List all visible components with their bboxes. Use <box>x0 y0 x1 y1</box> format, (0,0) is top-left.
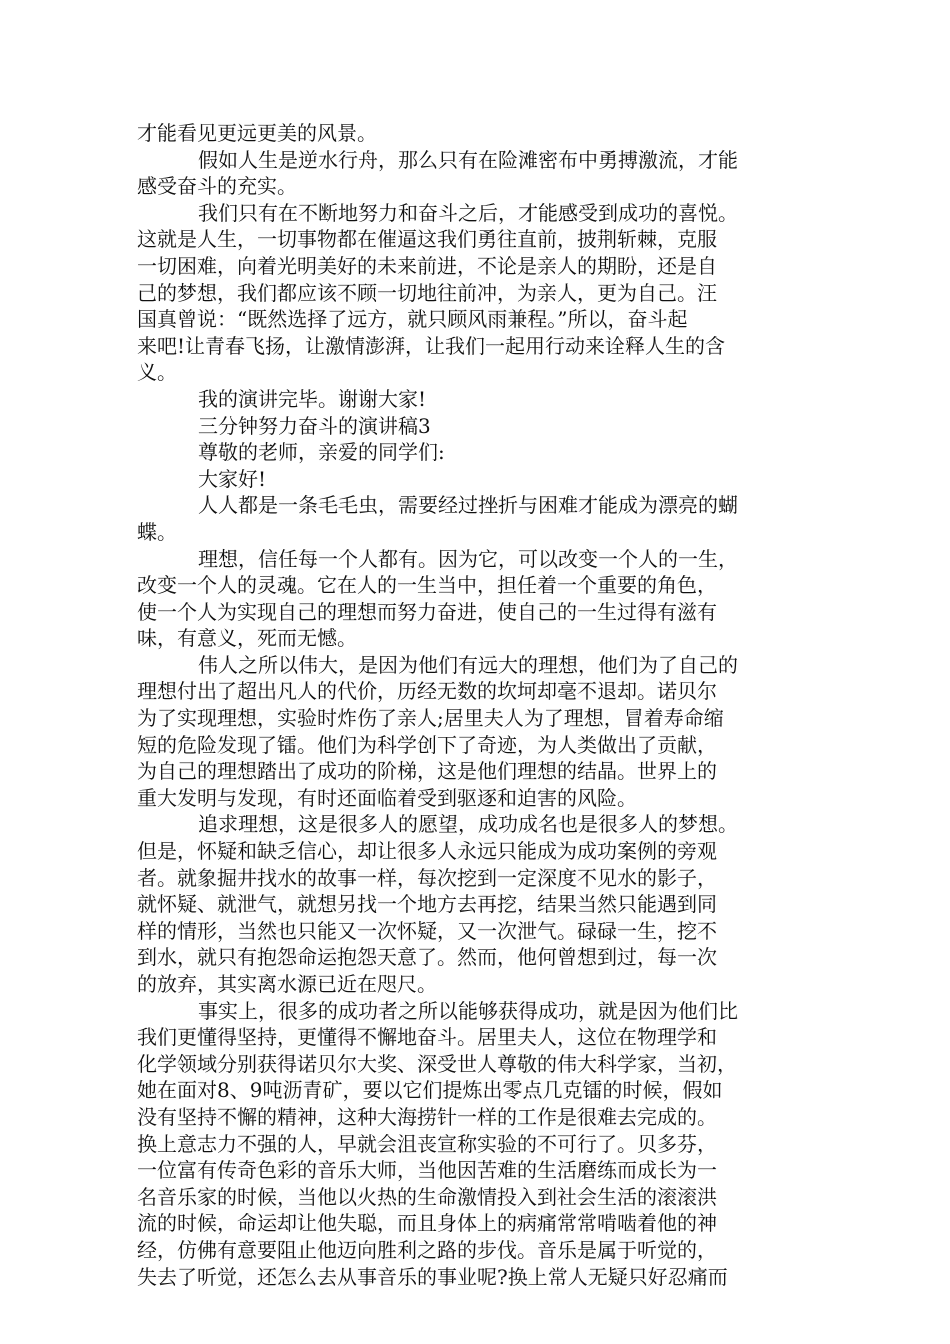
text-line: 国真曾说：“既然选择了远方，就只顾风雨兼程。”所以，奋斗起 <box>137 307 688 332</box>
text-line: 伟人之所以伟大，是因为他们有远大的理想，他们为了自己的 <box>198 652 738 677</box>
text-line: 经，仿佛有意要阻止他迈向胜利之路的步伐。音乐是属于听觉的， <box>137 1237 717 1262</box>
text-line: 者。就象掘井找水的故事一样，每次挖到一定深度不见水的影子， <box>137 865 717 890</box>
text-line: 她在面对8、9吨沥青矿，要以它们提炼出零点几克镭的时候，假如 <box>137 1078 723 1103</box>
text-line: 理想，信任每一个人都有。因为它，可以改变一个人的一生， <box>198 546 738 571</box>
text-line: 人人都是一条毛毛虫，需要经过挫折与困难才能成为漂亮的蝴 <box>198 493 738 518</box>
text-line: 失去了听觉，还怎么去从事音乐的事业呢?换上常人无疑只好忍痛而 <box>137 1264 728 1289</box>
text-line: 三分钟努力奋斗的演讲稿3 <box>198 413 431 438</box>
text-line: 化学领域分别获得诺贝尔大奖、深受世人尊敬的伟大科学家，当初， <box>137 1051 737 1076</box>
text-line: 样的情形，当然也只能又一次怀疑，又一次泄气。碌碌一生，挖不 <box>137 918 717 943</box>
text-line: 就怀疑、就泄气，就想另找一个地方去再挖，结果当然只能遇到同 <box>137 892 717 917</box>
text-line: 改变一个人的灵魂。它在人的一生当中，担任着一个重要的角色， <box>137 573 717 598</box>
text-line: 理想付出了超出凡人的代价，历经无数的坎坷却毫不退却。诺贝尔 <box>137 679 717 704</box>
text-line: 味，有意义，死而无憾。 <box>137 626 357 651</box>
text-line: 追求理想，这是很多人的愿望，成功成名也是很多人的梦想。 <box>198 812 738 837</box>
text-line: 使一个人为实现自己的理想而努力奋进，使自己的一生过得有滋有 <box>137 599 717 624</box>
text-line: 没有坚持不懈的精神，这种大海捞针一样的工作是很难去完成的。 <box>137 1104 717 1129</box>
text-line: 一切困难，向着光明美好的未来前进，不论是亲人的期盼，还是自 <box>137 253 717 278</box>
text-line: 短的危险发现了镭。他们为科学创下了奇迹，为人类做出了贡献， <box>137 732 717 757</box>
text-line: 的放弃，其实离水源已近在咫尺。 <box>137 972 437 996</box>
text-line: 我们更懂得坚持，更懂得不懈地奋斗。居里夫人，这位在物理学和 <box>137 1025 717 1050</box>
text-line: 尊敬的老师，亲爱的同学们: <box>198 440 445 465</box>
text-line: 义。 <box>137 360 177 385</box>
text-line: 到水，就只有抱怨命运抱怨天意了。然而，他何曾想到过，每一次 <box>137 945 717 970</box>
text-line: 我的演讲完毕。谢谢大家! <box>198 386 427 411</box>
text-line: 流的时候，命运却让他失聪，而且身体上的病痛常常啃啮着他的神 <box>137 1211 717 1236</box>
text-line: 重大发明与发现，有时还面临着受到驱逐和迫害的风险。 <box>137 785 637 810</box>
text-line: 事实上，很多的成功者之所以能够获得成功，就是因为他们比 <box>198 998 738 1023</box>
text-line: 感受奋斗的充实。 <box>137 174 297 199</box>
text-line: 换上意志力不强的人，早就会沮丧宣称实验的不可行了。贝多芬， <box>137 1131 717 1156</box>
text-line: 一位富有传奇色彩的音乐大师，当他因苦难的生活磨练而成长为一 <box>137 1158 717 1183</box>
text-line: 大家好! <box>198 466 267 491</box>
text-line: 来吧!让青春飞扬，让激情澎湃，让我们一起用行动来诠释人生的含 <box>137 333 726 358</box>
text-line: 己的梦想，我们都应该不顾一切地往前冲，为亲人，更为自己。汪 <box>137 280 717 305</box>
text-line: 这就是人生，一切事物都在催逼这我们勇往直前，披荆斩棘，克服 <box>137 227 717 252</box>
text-line: 假如人生是逆水行舟，那么只有在险滩密布中勇搏激流，才能 <box>198 147 738 172</box>
text-line: 我们只有在不断地努力和奋斗之后，才能感受到成功的喜悦。 <box>198 200 738 225</box>
text-line: 蝶。 <box>137 519 177 544</box>
text-line: 名音乐家的时候，当他以火热的生命激情投入到社会生活的滚滚洪 <box>137 1184 717 1209</box>
text-line: 为自己的理想踏出了成功的阶梯，这是他们理想的结晶。世界上的 <box>137 759 717 784</box>
text-line: 才能看见更远更美的风景。 <box>137 121 377 145</box>
text-line: 但是，怀疑和缺乏信心，却让很多人永远只能成为成功案例的旁观 <box>137 839 717 864</box>
text-line: 为了实现理想，实验时炸伤了亲人;居里夫人为了理想，冒着寿命缩 <box>137 706 724 731</box>
document-body <box>137 120 817 1290</box>
